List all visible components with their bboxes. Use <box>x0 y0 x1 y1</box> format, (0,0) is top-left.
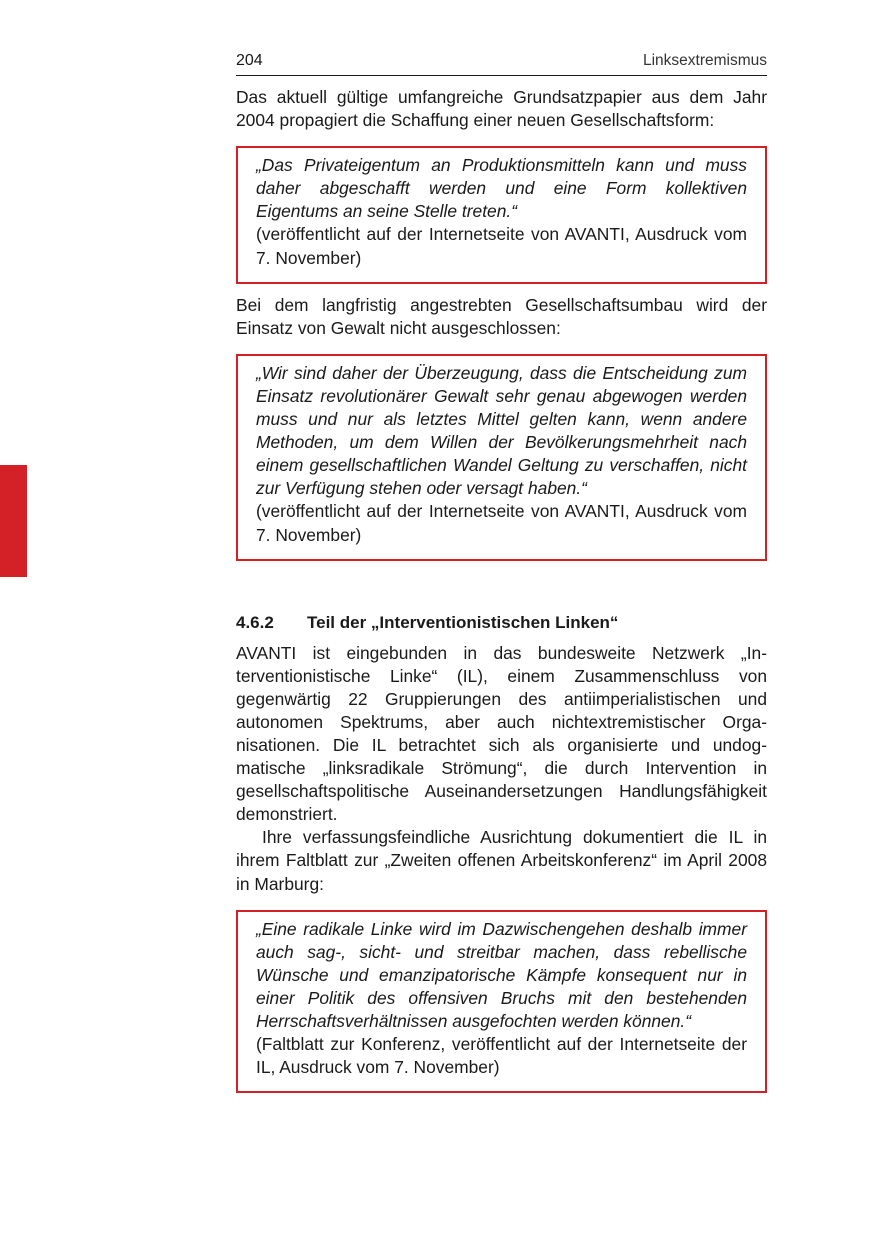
intro-paragraph: Das aktuell gültige umfangreiche Grundsatzpapier aus dem Jahr 2004 propagiert die Schaffung einer neuen Gesellschaftsform: <box>236 87 767 131</box>
paragraph-4: Ihre verfassungsfeindliche Ausrichtung dokumentiert die IL in ihrem Faltblatt zur „Zweiten offenen Arbeitskonferenz“ im April 2008 in Marburg: <box>236 827 767 894</box>
quote-2-text: „Wir sind daher der Überzeugung, dass die Entscheidung zum Einsatz revolutionärer Gewalt sehr genau abgewogen werden muss und nur als letztes Mittel gelten kann, wenn andere Methoden, um dem Willen der Bevölkerungsmehrheit nach einem gesellschaftlichen Wandel Geltung zu verschaffen, nicht zur Verfügung stehen oder versagt haben.“ <box>256 362 747 499</box>
page-body <box>236 86 767 1093</box>
running-title: Linksextremismus <box>642 52 767 69</box>
section-number: 4.6.2 <box>236 612 274 632</box>
paragraph-2: Bei dem langfristig angestrebten Gesellschaftsumbau wird der Einsatz von Gewalt nicht ausgeschlossen: <box>236 294 767 338</box>
quote-1-source: (veröffentlicht auf der Internetseite von AVANTI, Ausdruck vom 7. November) <box>256 224 747 268</box>
quote-3-text: „Eine radikale Linke wird im Dazwischengehen deshalb immer auch sag-, sicht- und streitbar machen, dass rebellische Wünsche und emanzipatorische Kämpfe konsequent nur in einer Politik des offensiven Bruchs mit den bestehenden Herrschaftsverhältnissen ausgefochten werden können.“ <box>256 918 747 1031</box>
quote-2-source: (veröffentlicht auf der Internetseite von AVANTI, Ausdruck vom 7. November) <box>256 501 747 545</box>
quote-box-2 <box>236 354 767 561</box>
quote-box-3 <box>236 910 767 1094</box>
page-number: 204 <box>236 52 263 69</box>
paragraph-3: AVANTI ist eingebunden in das bundesweite Netzwerk „Interventionistische Linke“ (IL), einem Zusammenschluss von gegenwärtig 22 Gruppierungen des antiimperialistischen und autonomen Spektrums, aber auch nichtextremistischer Organisationen. Die IL betrachtet sich als organisierte und undogmatische „linksradikale Strömung“, die durch Intervention in gesellschaftspolitische Auseinandersetzungen Handlungsfähigkeit demonstriert. <box>236 642 767 825</box>
section-title: Teil der „Interventionistischen Linken“ <box>307 612 619 632</box>
quote-1-text: „Das Privateigentum an Produktionsmitteln kann und muss daher abgeschafft werden und eine Form kollektiven Eigentums an seine Stelle treten.“ <box>256 155 747 222</box>
section-heading <box>236 611 767 634</box>
quote-box-1 <box>236 146 767 283</box>
chapter-side-tab <box>0 465 27 577</box>
quote-3-source: (Faltblatt zur Konferenz, veröffentlicht auf der Internetseite der IL, Ausdruck vom 7. November) <box>256 1034 747 1078</box>
page-header <box>236 50 767 76</box>
